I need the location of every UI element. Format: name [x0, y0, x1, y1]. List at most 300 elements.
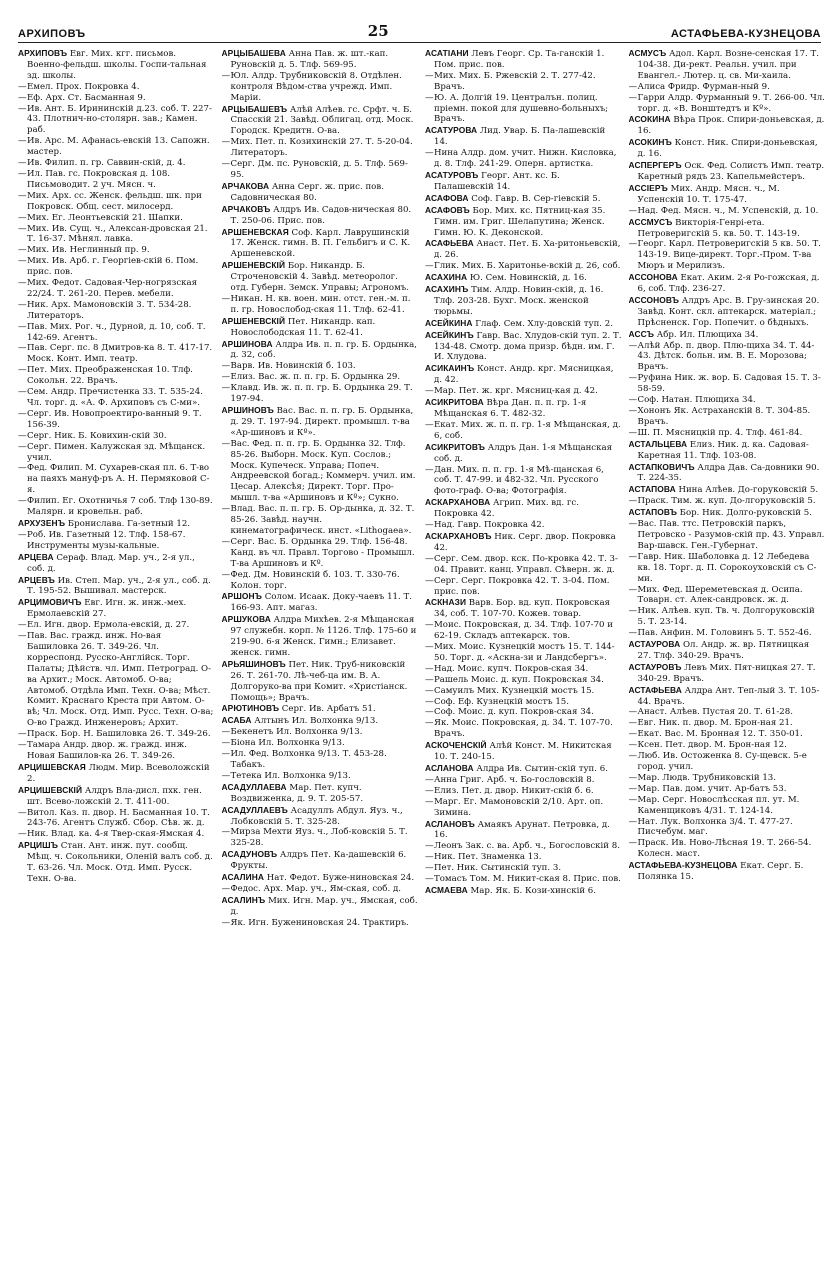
directory-entry [629, 295, 826, 329]
directory-entry [18, 530, 215, 552]
header-left-running-head: АРХИПОВЪ [18, 28, 86, 40]
entry-text: Алѣй Абр. п. двор. Плю-щиха 34. Т. 44-43. Дѣтск. больн. им. В. Е. Морозова; Врачъ. [637, 340, 815, 373]
directory-entry [222, 372, 419, 383]
directory-entry [18, 829, 215, 840]
ditto-dash: — [221, 827, 231, 838]
surname-heading: АРЧАКОВЪ [221, 203, 271, 214]
entry-text: Соф. Карл. Лаврушинскій 17. Женск. гимн. В. П. Гельбигъ и С. К. Аршеневской. [230, 227, 411, 260]
ditto-dash: — [425, 148, 434, 159]
ditto-dash: — [425, 852, 434, 863]
entry-text: Серг. Ник. Б. Ковихин-скій 30. [27, 430, 167, 441]
directory-entry [425, 786, 622, 797]
surname-heading: АСЛАНОВА [425, 763, 474, 773]
ditto-dash: — [628, 584, 638, 595]
directory-entry [629, 628, 826, 639]
ditto-dash: — [425, 553, 434, 564]
entry-text: Ил. Пав. гс. Покровская д. 108. Письмоводит. 2 уч. Мясн. ч. [27, 168, 171, 190]
surname-heading: АСАХИНА [425, 272, 468, 283]
ditto-dash: — [425, 92, 434, 103]
entry-text: Бор. Никандр. Б. Строченовскій 4. Завѣд. метеоролог. отд. Губерн. Земск. Управы; Агрономъ. [230, 261, 409, 294]
ditto-dash: — [221, 536, 231, 547]
entry-text: Варв. Бор. вд. куп. Покровская 34, соб. Т. 107-70. Кожев. товар. [434, 598, 610, 620]
entry-text: Анаст. Алѣев. Пустая 20. Т. 61-28. [637, 707, 793, 718]
column-4 [629, 48, 826, 1276]
ditto-dash: — [18, 103, 27, 114]
directory-entry [425, 93, 622, 126]
ditto-dash: — [221, 504, 231, 515]
surname-heading: АРЧАКОВА [221, 180, 270, 191]
entry-text: Соф. Моис. д. куп. Покров-ская 34. [434, 707, 594, 718]
entry-text: Хононъ Як. Астраханскій 8. Т. 304-85. Врачъ. [637, 406, 811, 427]
directory-entry [222, 827, 419, 849]
entry-text: Еф. Арх. Ст. Басманная 9. [27, 92, 146, 103]
ditto-dash: — [221, 293, 231, 304]
surname-heading: АСАДУЛЛАЕВА [221, 781, 287, 792]
directory-entry [425, 597, 622, 620]
entry-text: Вас. Пав. ттс. Петровскій паркъ, Петровско - Разумов-скій пр. 43. Управл. Вар-шавск. Ген.-Губернат. [637, 519, 825, 551]
entry-text: Соф. Натан. Плющиха 34. [637, 395, 756, 406]
directory-entry [425, 148, 622, 170]
directory-entry [425, 686, 622, 697]
entry-text: Вѣра Дан. п. п. гр. 1-я Мѣщанская 6. Т. 482-32. [434, 398, 587, 419]
ditto-dash: — [425, 70, 434, 81]
directory-entry [629, 519, 826, 552]
directory-columns [18, 48, 825, 1276]
entry-text: Над. Гавр. Покровка 42. [434, 520, 545, 531]
entry-text: Соф. Еф. Кузнецкій мостъ 15. [434, 696, 570, 707]
directory-entry [222, 614, 419, 659]
ditto-dash: — [425, 520, 434, 531]
entry-text: Мар. Пет. ж. крг. Мясниц-кая д. 42. [434, 386, 598, 397]
directory-entry [425, 442, 622, 465]
directory-entry [629, 329, 826, 341]
ditto-dash: — [628, 406, 638, 416]
directory-entry [222, 48, 419, 71]
entry-text: Мих. Федот. Садовая-Чер-ногрязская 22/24. Т. 261-20. Перев. мебели. [27, 278, 198, 299]
directory-entry [425, 763, 622, 775]
surname-heading: АСМАЕВА [425, 884, 468, 895]
entry-text: Бекенетъ Ил. Волхонка 9/13. [230, 727, 363, 738]
ditto-dash: — [18, 807, 27, 818]
entry-text: Бор. Ник. Долго-руковскій 5. [676, 508, 812, 519]
ditto-dash: — [628, 751, 638, 762]
entry-text: Бронислава. Га-зетный 12. [65, 518, 191, 529]
entry-text: Емел. Прох. Покровка 4. [27, 81, 140, 92]
entry-text: Алдръ Ив. Садов-ническая 80. Т. 250-06. Прис. пов. [230, 204, 412, 226]
directory-entry [425, 420, 622, 442]
ditto-dash: — [18, 829, 27, 840]
directory-entry [629, 206, 826, 217]
directory-entry [18, 158, 215, 169]
directory-entry [629, 552, 826, 585]
entry-text: Праск. Тим. ж. куп. До-лгоруковскій 5. [637, 496, 816, 507]
ditto-dash: — [18, 740, 27, 751]
directory-entry [425, 642, 622, 664]
surname-heading: АСАФОВА [425, 192, 469, 203]
ditto-dash: — [425, 575, 434, 586]
entry-text: Мих. Мих. Б. Ржевскій 2. Т. 277-42. Врачъ. [434, 70, 596, 92]
ditto-dash: — [425, 663, 434, 674]
surname-heading: АРШУКОВА [221, 614, 271, 625]
entry-text: Алѣй Конст. М. Никитская 10. Т. 240-15. [434, 741, 612, 763]
directory-entry [629, 406, 826, 428]
ditto-dash: — [425, 863, 434, 874]
ditto-dash: — [628, 395, 638, 406]
entry-text: Мар. Серг. Новослѣсская пл. ут. М. Каменщиковъ 4/31. Т. 124-14. [637, 794, 800, 816]
directory-entry [425, 397, 622, 420]
entry-text: Над. Фед. Мясн. ч., М. Успенскій, д. 10. [637, 205, 819, 216]
entry-text: Ив. Ант. Б. Ирининскій д.23. соб. Т. 227-43. Плотнич-но-столярн. зав.; Камен. раб. [27, 103, 212, 136]
ditto-dash: — [221, 383, 231, 394]
entry-text: Екат. Серг. Б. Полянка 15. [637, 861, 804, 883]
entry-text: Солом. Исаак. Доку-чаевъ 11. Т. 166-93. Апт. магаз. [230, 592, 412, 614]
directory-entry [18, 762, 215, 785]
entry-text: Анна Серг. ж. прис. пов. Садовническая 80. [230, 181, 384, 203]
entry-text: Пет. Ник. Труб-никовскій 26. Т. 261-70. Лѣ-чеб-ца им. В. А. Долгоруко-ва при Комит. «Христіанск. Помощь»; Врачъ. [230, 659, 408, 703]
surname-heading: АСИКРИТОВЪ [425, 441, 485, 452]
entry-text: Пав. Вас. гражд. инж. Но-вая Башиловка 26. Т. 349-26. Чл. корреспонд. Русско-Англійск. Торг. Палаты; Дѣйств. чл. Имп. Петроград. О-ва Архит.; Моск. Автомоб. О-ва; Автомоб. Отдѣла Имп. Техн. О-ва; Мѣст. Комит. Краснаго Креста при Автом. О-вѣ; Чл. Моск. Отд. Имп. Русс. Техн. О-ва; О-во Гражд. Инженеровъ; Архит. [27, 631, 214, 729]
ditto-dash: — [425, 707, 434, 718]
entry-text: Никан. Н. кв. воен. мин. отст. ген.-м. п. п. гр. Новослобод-ская 11. Тлф. 62-41. [230, 293, 411, 315]
directory-entry [425, 170, 622, 193]
directory-entry [629, 860, 826, 883]
directory-entry [425, 620, 622, 642]
directory-entry [222, 405, 419, 439]
ditto-dash: — [18, 92, 27, 103]
entry-text: Над. Моис. купч. Покров-ская 34. [434, 663, 589, 674]
directory-entry [425, 318, 622, 330]
entry-text: Нина Алдр. дом. учит. Нижн. Кисловка, д. 8. Тлф. 241-29. Оперн. артистка. [434, 148, 617, 170]
directory-entry [222, 104, 419, 138]
entry-text: Анаст. Пет. Б. Ха-ритоньевскій, д. 26. [434, 239, 621, 261]
entry-text: Ник. Арх. Мамоновскій 3. Т. 534-28. Литераторъ. [27, 299, 192, 321]
entry-text: Клавд. Ив. ж. п. п. гр. Б. Ордынка 29. Т. 197-94. [230, 383, 413, 405]
entry-text: Мих. Ег. Леонтьевскій 21. Шапки. [27, 212, 183, 223]
entry-text: Агрип. Мих. вд. гс. Покровка 42. [434, 498, 579, 520]
directory-entry [222, 137, 419, 159]
entry-text: Мар. Людв. Трубниковскій 13. [637, 772, 776, 783]
directory-entry [425, 272, 622, 284]
entry-text: Праск. Ив. Ново-Лѣсная 19. Т. 266-54. Колесн. маст. [637, 838, 812, 860]
entry-text: Глик. Мих. Б. Харитонье-вскій д. 26, соб. [434, 261, 621, 272]
directory-entry [18, 343, 215, 365]
entry-text: Юл. Алдр. Трубниковскій 8. Отдѣлен. контроля Вѣдом-ства учрежд. Имп. Маріи. [230, 70, 402, 103]
directory-entry [222, 715, 419, 727]
entry-text: Тамара Андр. двор. ж. гражд. инж. Новая Башилов-ка 26. Т. 349-26. [27, 740, 188, 761]
ditto-dash: — [18, 365, 27, 376]
directory-entry [18, 82, 215, 93]
entry-text: Ив. Филип. п. гр. Саввин-скій, д. 4. [27, 158, 186, 169]
entry-text: Мих. Фед. Шереметевская д. Осипа. Товарн. ст. Алек-сандровск. ж. д. [637, 584, 803, 606]
directory-entry [629, 729, 826, 740]
ditto-dash: — [628, 496, 638, 507]
entry-text: Алдра Ив. п. п. гр. Б. Ордынка, д. 32, соб. [230, 339, 418, 361]
ditto-dash: — [628, 772, 638, 783]
entry-text: Людм. Мир. Всеволожскій 2. [27, 762, 210, 784]
entry-text: Як. Моис. Покровская, д. 34. Т. 107-70. Врачъ. [434, 718, 613, 740]
ditto-dash: — [628, 838, 638, 849]
column-1 [18, 48, 215, 1276]
surname-heading: АСЕЙКИНЪ [425, 329, 474, 340]
surname-heading: АРЦЫБАШЕВЪ [221, 103, 288, 114]
directory-entry [18, 93, 215, 104]
directory-entry [18, 840, 215, 885]
directory-entry [425, 852, 622, 863]
entry-text: Ив. Степ. Мар. уч., 2-я ул., соб. д. Т. 195-52. Вышивал. мастерск. [27, 575, 211, 597]
ditto-dash: — [18, 441, 27, 452]
directory-entry [18, 597, 215, 620]
directory-entry [629, 137, 826, 160]
surname-heading: АСКОЧЕНСКІЙ [425, 740, 487, 751]
directory-entry [425, 675, 622, 686]
surname-heading: АСПЕРГЕРЪ [628, 160, 682, 171]
directory-entry [629, 784, 826, 795]
entry-text: Алдра Михѣев. 2-я Мѣщанская 97 служебн. корп. № 1126. Тлф. 175-60 и 219-90. 6-я Женск. Гимн.; Елизавет. женск. гимн. [230, 615, 417, 658]
entry-text: Евг. Ник. п. двор. М. Брон-ная 21. [637, 718, 793, 729]
ditto-dash: — [628, 794, 638, 805]
directory-entry [425, 497, 622, 520]
entry-text: Дан. Мих. п. п. гр. 1-я Мѣ-щанская 6, соб. Т. 47-99. и 482-32. Чл. Русского фото-граф. О-ва; Фотографія. [434, 464, 604, 497]
directory-entry [222, 738, 419, 749]
directory-entry [629, 395, 826, 406]
entry-text: Ш. П. Мясницкій пр. 4. Тлф. 461-84. [637, 427, 803, 438]
entry-text: Екат. Вас. М. Бронная 12. Т. 350-01. [637, 729, 803, 740]
entry-text: Біона Ил. Волхонка 9/13. [230, 738, 345, 749]
directory-entry [18, 442, 215, 464]
entry-text: Георг. Карл. Петроверигскій 5 кв. 50. Т. 143-19. Вице-директ. Торг.-Пром. Т-ва Мюръ и Мерилизъ. [637, 239, 821, 272]
surname-heading: АСКАРХАНОВА [425, 497, 491, 508]
entry-text: Стан. Ант. инж. пут. сообщ. Мѣщ. ч. Сокольники, Оленій валъ соб. д. Т. 63-26. Чл. Моск. Отд. Имп. Русск. Техн. О-ва. [27, 841, 213, 884]
directory-entry [222, 294, 419, 316]
directory-entry [629, 606, 826, 628]
directory-entry [18, 785, 215, 808]
ditto-dash: — [425, 796, 434, 807]
directory-entry [222, 782, 419, 805]
entry-text: Мар. Як. Б. Кози-хинскій 6. [467, 885, 596, 896]
directory-entry [222, 260, 419, 294]
directory-entry [222, 570, 419, 592]
directory-entry [222, 771, 419, 782]
entry-text: Гавр. Вас. Хлудов-скій туп. 2. Т. 134-48. Смотр. дома призр. бѣдн. им. Г. И. Хлудова. [434, 330, 622, 363]
directory-entry [629, 795, 826, 817]
ditto-dash: — [18, 81, 27, 92]
directory-entry [222, 659, 419, 704]
surname-heading: АСАЛИНЪ [221, 894, 266, 905]
directory-entry [222, 339, 419, 362]
surname-heading: АРХУЗЕНЪ [18, 517, 66, 528]
surname-heading: АСТАПОВЪ [628, 507, 677, 518]
ditto-dash: — [628, 427, 638, 438]
directory-entry [629, 707, 826, 718]
directory-entry [18, 322, 215, 344]
surname-heading: АРЦЕВА [18, 551, 54, 562]
directory-entry [222, 872, 419, 884]
ditto-dash: — [18, 223, 27, 234]
ditto-dash: — [18, 463, 27, 474]
directory-entry [425, 707, 622, 718]
directory-entry [18, 245, 215, 256]
directory-entry [629, 82, 826, 93]
entry-text: Глаф. Сем. Хлу-довскій туп. 2. [472, 318, 613, 329]
entry-text: Вас. Фед. п. п. гр. Б. Ордынка 32. Тлф. 85-26. Выборн. Моск. Куп. Сослов.; Моск. Купеческ. Управа; Попеч. Андреевской богад.; Коммерч. учил. им. Цесар. Алексѣя; Директ. Торг. Про-мышл. т-ва «Аршиновъ и Кº»; Сукно. [230, 438, 416, 504]
entry-text: Соф. Гавр. В. Сер-гіевскій 5. [468, 193, 601, 204]
directory-entry [425, 576, 622, 598]
directory-entry [425, 238, 622, 261]
column-3 [425, 48, 622, 1276]
directory-entry [18, 808, 215, 830]
entry-text: Алдра Дав. Са-довники 90. Т. 224-35. [637, 462, 820, 484]
surname-heading: АСТАПОВА [628, 484, 676, 495]
entry-text: Алдръ Вла-дисл. пхк. ген. шт. Всево-ложскій 2. Т. 411-00. [27, 785, 202, 807]
directory-entry [629, 662, 826, 685]
entry-text: Пет. Никандр. кап. Новослободская 11. Т. 62-41. [230, 316, 376, 338]
directory-entry [222, 439, 419, 504]
ditto-dash: — [628, 729, 638, 740]
directory-entry [629, 718, 826, 729]
entry-text: Нат. Федот. Буже-ниновская 24. [264, 873, 415, 884]
entry-text: Бор. Мих. кс. Пятниц-кая 35. Гимн. им. Григ. Шелапутина; Женск. Гимн. Ю. К. Деконской. [434, 205, 606, 238]
directory-entry [425, 885, 622, 897]
entry-text: Мих. Пет. п. Козихинскій 27. Т. 5-20-04. Литераторъ. [230, 137, 413, 159]
entry-text: Алдръ Арс. В. Гру-зинская 20. Завѣд. Конт. скл. аптекарск. матеріал.; Прѣсненск. Гор. Попечит. о бѣдныхъ. [637, 295, 820, 328]
ditto-dash: — [221, 159, 231, 170]
ditto-dash: — [425, 685, 434, 696]
entry-text: Гарри Алдр. Фурманный 9. Т. 266-00. Чл. торг. д. «В. Вонштедтъ и Кº». [637, 92, 825, 114]
directory-entry [18, 48, 215, 82]
surname-heading: АСОКИНЪ [628, 137, 672, 148]
directory-entry [18, 256, 215, 278]
entry-text: Алтынъ Ил. Волхонка 9/13. [251, 716, 379, 727]
directory-entry [222, 918, 419, 929]
ditto-dash: — [425, 785, 434, 796]
ditto-dash: — [18, 168, 27, 179]
entry-text: Серг. Пимен. Калужская зд. Мѣщанск. учил. [27, 441, 206, 463]
entry-text: Пав. Анфин. М. Головинъ 5. Т. 552-46. [637, 628, 812, 639]
surname-heading: АРШЕНЕВСКІЙ [221, 315, 286, 326]
entry-text: Серг. Сем. двор. кск. По-кровка 42. Т. 3-04. Правит. канц. Управл. Сѣверн. ж. д. [434, 553, 618, 575]
directory-entry [222, 749, 419, 771]
ditto-dash: — [425, 261, 434, 272]
directory-entry [629, 272, 826, 295]
surname-heading: АСАДУНОВЪ [221, 849, 278, 860]
entry-text: Ю. Сем. Новинскій, д. 16. [467, 273, 587, 284]
surname-heading: АСМУСЪ [628, 48, 667, 58]
ditto-dash: — [18, 278, 27, 289]
directory-entry [222, 316, 419, 339]
ditto-dash: — [221, 137, 231, 148]
ditto-dash: — [628, 205, 638, 216]
header-right-running-head: АСТАФЬЕВА-КУЗНЕЦОВА [670, 28, 821, 40]
entry-text: Лид. Увар. Б. Па-лашевскій 14. [434, 126, 606, 148]
surname-heading: АРШЕНЕВСКІЙ [221, 260, 286, 271]
directory-entry [425, 775, 622, 786]
entry-text: Мирза Мехти Яуз. ч., Лоб-ковскій 5. Т. 325-28. [230, 827, 408, 849]
entry-text: Мих. Арх. сс. Женск. фельдш. шк. при Покровск. Общ. сест. милосерд. [27, 190, 202, 212]
entry-text: Мих. Игн. Мар. уч., Ямская, соб. д. [230, 895, 418, 917]
entry-text: Серг. Ив. Новопроектиро-ванный 9. Т. 156-39. [27, 408, 202, 430]
ditto-dash: — [221, 372, 231, 383]
directory-entry [425, 554, 622, 576]
surname-heading: АСТАУРОВЪ [628, 661, 682, 672]
directory-entry [629, 484, 826, 496]
directory-entry [425, 193, 622, 205]
directory-entry [425, 261, 622, 272]
ditto-dash: — [628, 628, 638, 639]
surname-heading: АСАДУЛЛАЕВЪ [221, 804, 288, 815]
surname-heading: АСАФЬЕВА [425, 238, 474, 249]
surname-heading: АСТАПКОВИЧЪ [628, 461, 695, 472]
entry-text: Ник. Алѣев. куп. Тв. ч. Долгоруковскій 5. Т. 23-14. [637, 606, 815, 628]
entry-text: Витол. Каз. п. двор. Н. Басманная 10. Т. 243-76. Агентъ Служб. Сбор. Сѣв. ж. д. [27, 807, 210, 829]
entry-text: Ю. А. Долгій 19. Централън. полиц. пріемн. покой для душевно-больныхъ; Врачъ. [434, 92, 609, 125]
ditto-dash: — [628, 606, 638, 617]
directory-entry [18, 365, 215, 387]
directory-entry [222, 884, 419, 895]
entry-text: Серг. Вас. Б. Ордынка 29. Тлф. 156-48. Канд. въ чл. Правл. Торгово - Промышл. Т-ва Аршиновъ и Кº. [230, 536, 415, 569]
directory-entry [425, 841, 622, 852]
ditto-dash: — [628, 519, 638, 530]
directory-entry [629, 639, 826, 662]
entry-text: Адол. Карл. Возне-сенская 17. Т. 104-38. Ди-рект. Реальн. учил. при Евангел.- Лютер. ц. св. Ми-хаила. [637, 49, 819, 81]
directory-entry [18, 278, 215, 300]
entry-text: Нина Алѣев. До-горуковскій 5. [675, 485, 819, 496]
ditto-dash: — [221, 438, 231, 449]
ditto-dash: — [18, 158, 27, 169]
entry-text: Федос. Арх. Мар. уч., Ям-ская, соб. д. [230, 883, 401, 894]
entry-text: Мар. Пет. купч. Воздвиженка, д. 9. Т. 205-57. [230, 782, 364, 804]
directory-entry [629, 341, 826, 374]
ditto-dash: — [18, 136, 27, 147]
entry-text: Серг. Ив. Арбатъ 51. [279, 704, 376, 715]
directory-entry [222, 727, 419, 738]
surname-heading: АРЦЫБАШЕВА [221, 48, 286, 58]
directory-entry [629, 817, 826, 839]
ditto-dash: — [18, 729, 27, 740]
ditto-dash: — [221, 727, 231, 738]
surname-heading: АРЦИШЪ [18, 840, 59, 851]
entry-text: Рашель Моис. д. куп. Покровская 34. [434, 674, 604, 685]
entry-text: Ил. Фед. Волхонка 9/13. Т. 453-28. Табакъ. [230, 749, 387, 770]
directory-entry [629, 838, 826, 860]
entry-text: Оск. Фед. Солистъ Имп. театр. Каретный рядъ 23. Капельмейстеръ. [637, 161, 825, 182]
entry-text: Георг. Ант. кс. Б. Палашевскій 14. [434, 170, 560, 192]
entry-text: Мар. Пав. дом. учит. Ар-батъ 53. [637, 783, 787, 794]
surname-heading: АСАХИНЪ [425, 284, 469, 295]
entry-text: Марг. Ег. Мамоновскій 2/10. Арт. оп. Зимина. [434, 796, 604, 818]
surname-heading: АРХИПОВЪ [18, 48, 68, 58]
ditto-dash: — [425, 774, 434, 785]
directory-entry [629, 217, 826, 240]
ditto-dash: — [425, 874, 434, 885]
directory-entry [629, 773, 826, 784]
directory-entry [629, 93, 826, 115]
directory-entry [425, 330, 622, 364]
entry-text: Ксен. Пет. двор. М. Брон-ная 12. [637, 740, 787, 751]
entry-text: Фед. Дм. Новинскій б. 103. Т. 330-76. Колон. торг. [230, 569, 400, 591]
ditto-dash: — [425, 386, 434, 397]
ditto-dash: — [18, 299, 27, 310]
entry-text: Левъ Мих. Пят-ницкая 27. Т. 340-29. Врачъ. [637, 662, 816, 684]
entry-text: Амаякъ Арунат. Петровка, д. 16. [434, 819, 610, 841]
ditto-dash: — [18, 321, 27, 332]
ditto-dash: — [221, 770, 231, 781]
ditto-dash: — [628, 783, 638, 794]
surname-heading: АСЛАНОВЪ [425, 818, 475, 829]
ditto-dash: — [628, 81, 638, 92]
surname-heading: АСТАФЬЕВА [628, 684, 682, 695]
entry-text: Алѣй Алѣев. гс. Срфт. ч. Б. Спасскій 21. Завѣд. Облигац. отд. Моск. Городск. Кредитн. О-ва. [230, 104, 414, 137]
entry-text: Мих. Андр. Мясн. ч., М. Успенскій 10. Т. 175-47. [637, 183, 780, 205]
